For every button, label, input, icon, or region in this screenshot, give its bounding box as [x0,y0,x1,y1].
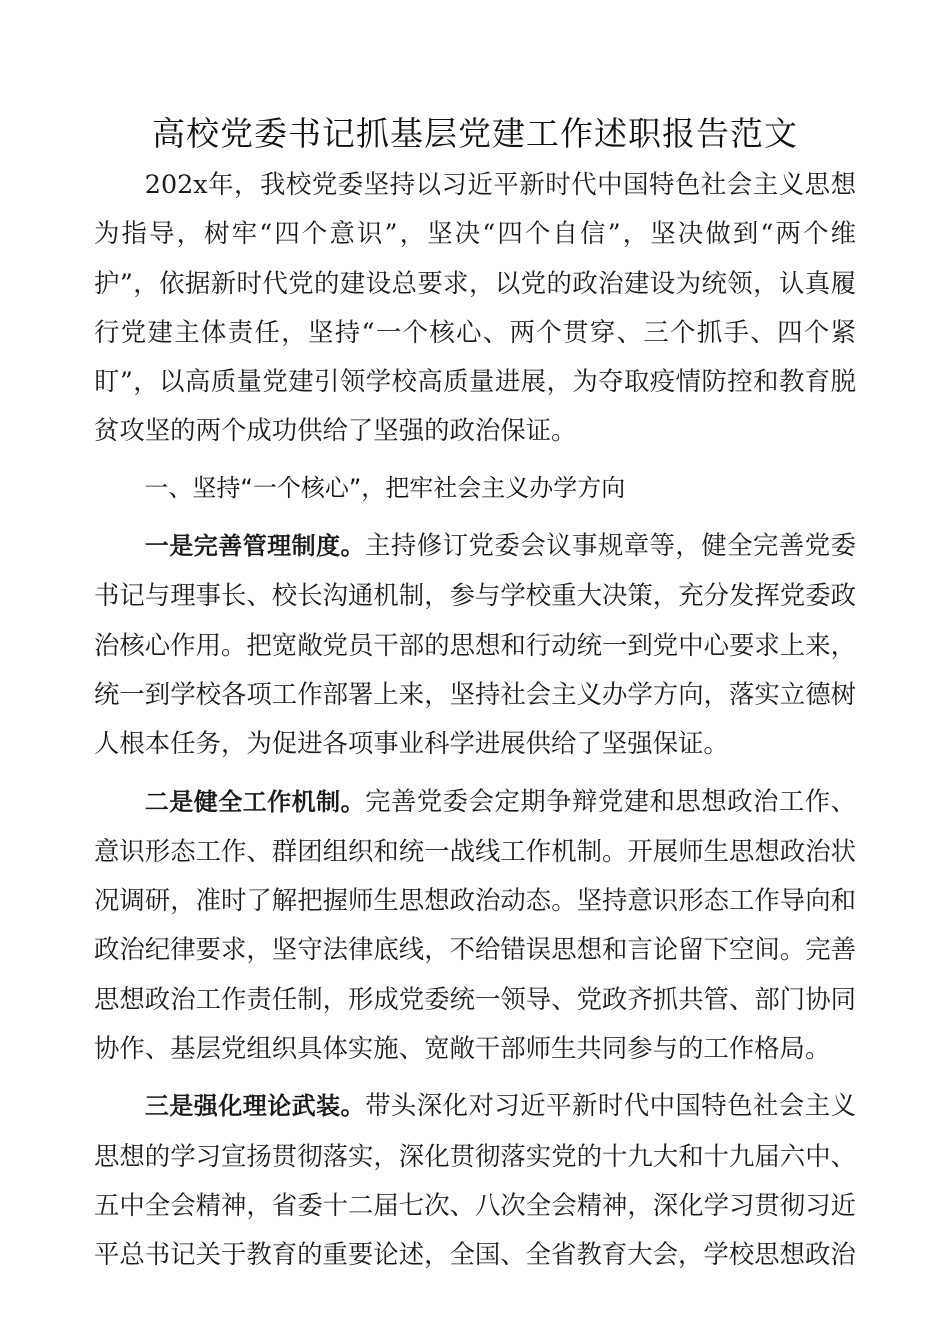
item-lead-2: 二是健全工作机制。 [144,787,366,816]
document-title: 高校党委书记抓基层党建工作述职报告范文 [152,114,798,153]
item-paragraph-2 [94,777,856,1074]
item-lead-1: 一是完善管理制度。 [144,532,366,561]
item-text-3: 带头深化对习近平新时代中国特色社会主义思想的学习宣扬贯彻落实，深化贯彻落实党的十九大和十九届六中、五中全会精神，省委十二届七次、八次全会精神，深化学习贯彻习近平总书记关于教育的重要论述，全国、全省教育大会，学校思想政治 [94,1090,857,1270]
intro-paragraph: 202x年，我校党委坚持以习近平新时代中国特色社会主义思想为指导，树牢“四个意识”，坚决“四个自信”，坚决做到“两个维护”，依据新时代党的建设总要求，以党的政治建设为统领，认真履行党建主体责任，坚持“一个核心、两个贯穿、三个抓手、四个紧盯”，以高质量党建引领学校高质量进展，为夺取疫情防控和教育脱贫攻坚的两个成功供给了坚强的政治保证。 [94,169,856,446]
item-paragraph-3 [94,1081,856,1279]
item-text-2: 完善党委会定期争辩党建和思想政治工作、意识形态工作、群团组织和统一战线工作机制。开展师生思想政治状况调研，准时了解把握师生思想政治动态。坚持意识形态工作导向和政治纪律要求，坚守法律底线，不给错误思想和言论留下空间。完善思想政治工作责任制，形成党委统一领导、党政齐抓共管、部门协同协作、基层党组织具体实施、宽敞干部师生共同参与的工作格局。 [94,785,857,1064]
document-page [94,108,856,1280]
item-text-1: 主持修订党委会议事规章等，健全完善党委书记与理事长、校长沟通机制，参与学校重大决策，充分发挥党委政治核心作用。把宽敞党员干部的思想和行动统一到党中心要求上来，统一到学校各项工作部署上来，坚持社会主义办学方向，落实立德树人根本任务，为促进各项事业科学进展供给了坚强保证。 [94,530,857,759]
section-heading: 一、坚持“一个核心”，把牢社会主义办学方向 [144,473,626,502]
item-lead-3: 三是强化理论武装。 [144,1092,366,1121]
item-paragraph-1 [94,521,856,768]
